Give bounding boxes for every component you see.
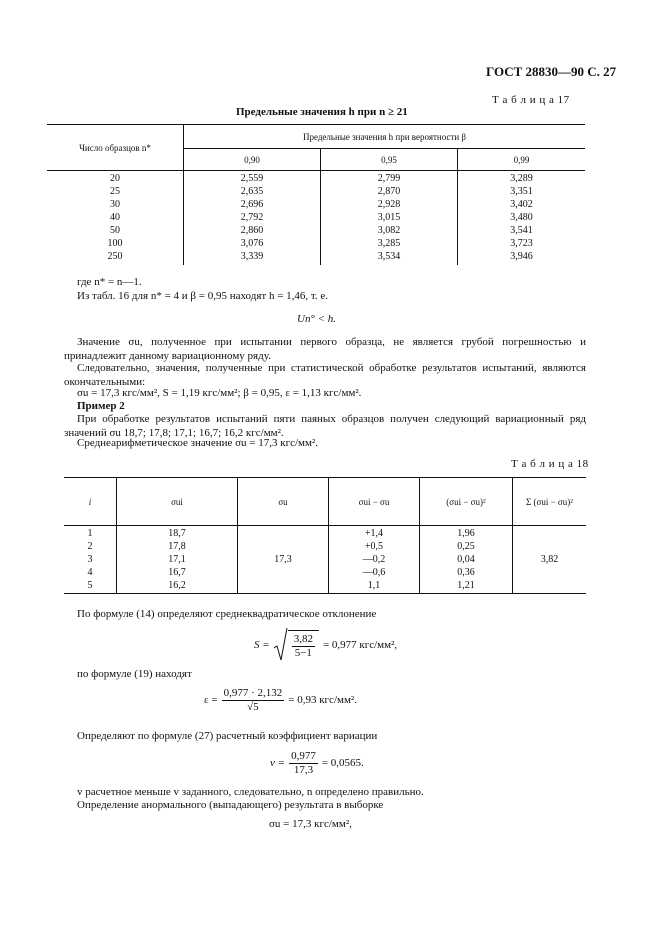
table17-cell: 3,402 — [458, 198, 586, 211]
table18-header: σu — [238, 478, 329, 526]
table17-cell: 3,534 — [321, 250, 458, 265]
from-table-text: Из табл. 16 для n* = 4 и β = 0,95 находят h = 1,46, т. е. — [77, 290, 329, 302]
table-row — [47, 171, 585, 186]
sqrt-group — [274, 628, 319, 662]
table17-cell: 2,870 — [321, 185, 458, 198]
anomaly-text: Определение анормального (выпадающего) результата в выборке — [77, 799, 384, 811]
where-text: где n* = n—1. — [77, 276, 142, 288]
table17-col-n: Число образцов n* — [47, 125, 184, 171]
final-values: σu = 17,3 кгс/мм², S = 1,19 кгс/мм²; β = 0,95, ε = 1,13 кгс/мм². — [77, 387, 362, 399]
table18-diff: +1,4 — [329, 526, 420, 541]
table17-cell: 3,946 — [458, 250, 586, 265]
table17-n: 250 — [107, 251, 123, 262]
s-lhs: S = — [254, 639, 270, 651]
table17-prob: 0,90 — [184, 149, 321, 171]
table-row — [47, 224, 585, 237]
table17-cell: 3,015 — [321, 211, 458, 224]
table17-cell: 3,480 — [458, 211, 586, 224]
v-lhs: v = — [270, 757, 286, 770]
e-num: 0,977 · 2,132 — [223, 687, 283, 699]
table17-cell: 2,635 — [184, 185, 321, 198]
table17-n: 20 — [110, 173, 120, 184]
table18-sq: 0,04 — [420, 553, 513, 566]
s-formula — [254, 628, 397, 662]
table18-diff: —0,2 — [329, 553, 420, 566]
v-rhs: = 0,0565. — [321, 757, 364, 770]
table-row — [47, 250, 585, 265]
table18-header: i — [64, 478, 117, 526]
table18-label: Т а б л и ц а 18 — [511, 458, 589, 470]
table17-n: 40 — [110, 212, 120, 223]
s-fraction — [288, 630, 319, 659]
table17-cell: 3,339 — [184, 250, 321, 265]
conseq-paragraph: Следовательно, значения, полученные при статистической обработке результатов испытаний, являются окончательными: — [64, 362, 586, 388]
table17-prob: 0,95 — [321, 149, 458, 171]
table17-cell: 3,351 — [458, 185, 586, 198]
table-row — [47, 237, 585, 250]
last-formula: σu = 17,3 кгс/мм², — [269, 818, 352, 830]
v-fraction — [289, 750, 318, 776]
e-formula — [204, 687, 357, 713]
table17-cell: 3,723 — [458, 237, 586, 250]
e-fraction — [222, 687, 285, 713]
table18-sq: 0,25 — [420, 540, 513, 553]
table18-sigma: 16,2 — [117, 579, 238, 594]
table18-diff: —0,6 — [329, 566, 420, 579]
table18-i: 2 — [87, 541, 93, 552]
example-paragraph: При обработке результатов испытаний пяти паяных образцов получен следующий вариационный ряд значений σu 18,7; 17,8; 17,1; 16,7; 16,2 кгс/мм². — [64, 413, 586, 439]
table17-cell: 3,076 — [184, 237, 321, 250]
table17-cell: 2,559 — [184, 171, 321, 186]
s-den: 5−1 — [294, 647, 312, 659]
table17-title: Предельные значения h при n ≥ 21 — [236, 106, 408, 118]
s-num: 3,82 — [293, 633, 313, 646]
table18-sum: 3,82 — [513, 526, 587, 594]
table18-mean: 17,3 — [238, 526, 329, 594]
table-row — [64, 526, 586, 541]
table17-cell: 2,696 — [184, 198, 321, 211]
table18 — [64, 477, 586, 594]
table17-label: Т а б л и ц а 17 — [492, 94, 570, 106]
v-formula — [270, 750, 364, 776]
table18-i: 4 — [87, 567, 93, 578]
table17-cell: 2,928 — [321, 198, 458, 211]
v-den: 17,3 — [293, 763, 314, 776]
table18-diff: 1,1 — [329, 579, 420, 594]
s-rhs: = 0,977 кгс/мм², — [322, 639, 398, 651]
table18-header: σui — [117, 478, 238, 526]
table17-n: 50 — [110, 225, 120, 236]
table-row — [47, 211, 585, 224]
formula27-text: Определяют по формуле (27) расчетный коэффициент вариации — [77, 730, 378, 742]
table18-diff: +0,5 — [329, 540, 420, 553]
table18-sigma: 17,8 — [117, 540, 238, 553]
v-paragraph: v расчетное меньше v заданного, следовательно, n определено правильно. — [77, 786, 424, 798]
table18-sigma: 16,7 — [117, 566, 238, 579]
table17 — [47, 124, 585, 265]
table17-n: 25 — [110, 186, 120, 197]
example-2-heading: Пример 2 — [77, 400, 125, 412]
table17-cell: 3,541 — [458, 224, 586, 237]
sqrt-icon — [274, 628, 288, 662]
v-num: 0,977 — [291, 750, 316, 762]
table17-prob: 0,99 — [458, 149, 586, 171]
table18-sq: 1,21 — [420, 579, 513, 594]
table17-cell: 3,082 — [321, 224, 458, 237]
table17-cell: 3,285 — [321, 237, 458, 250]
table17-cell: 3,289 — [458, 171, 586, 186]
e-lhs: ε = — [204, 694, 218, 707]
table18-i: 1 — [87, 528, 93, 539]
table18-i: 3 — [87, 554, 93, 565]
value-paragraph: Значение σu, полученное при испытании первого образца, не является грубой погрешностью и принадлежит данному вариационному ряду. — [64, 336, 586, 362]
table17-cell: 2,799 — [321, 171, 458, 186]
table18-header: Σ (σui − σu)² — [513, 478, 587, 526]
e-den: √5 — [247, 700, 259, 713]
table17-n: 30 — [110, 199, 120, 210]
formula14-text: По формуле (14) определяют среднеквадратическое отклонение — [77, 608, 377, 620]
table18-header: (σui − σu)² — [420, 478, 513, 526]
table18-header: σui − σu — [329, 478, 420, 526]
table17-cell: 2,860 — [184, 224, 321, 237]
table18-i: 5 — [64, 579, 117, 594]
e-rhs: = 0,93 кгс/мм². — [288, 694, 357, 707]
page-header: ГОСТ 28830—90 С. 27 — [486, 64, 617, 79]
formula19-text: по формуле (19) находят — [77, 668, 192, 680]
table18-sigma: 18,7 — [117, 526, 238, 541]
table-row — [47, 198, 585, 211]
mean-text: Среднеарифметическое значение σu = 17,3 кгс/мм². — [77, 437, 319, 449]
table-row — [47, 185, 585, 198]
table17-cell: 2,792 — [184, 211, 321, 224]
table18-sq: 0,36 — [420, 566, 513, 579]
table17-col-group: Предельные значения h при вероятности β — [184, 125, 586, 149]
table17-n: 100 — [107, 238, 123, 249]
table18-sigma: 17,1 — [117, 553, 238, 566]
inequality: Un° < h. — [297, 313, 337, 325]
table18-sq: 1,96 — [420, 526, 513, 541]
